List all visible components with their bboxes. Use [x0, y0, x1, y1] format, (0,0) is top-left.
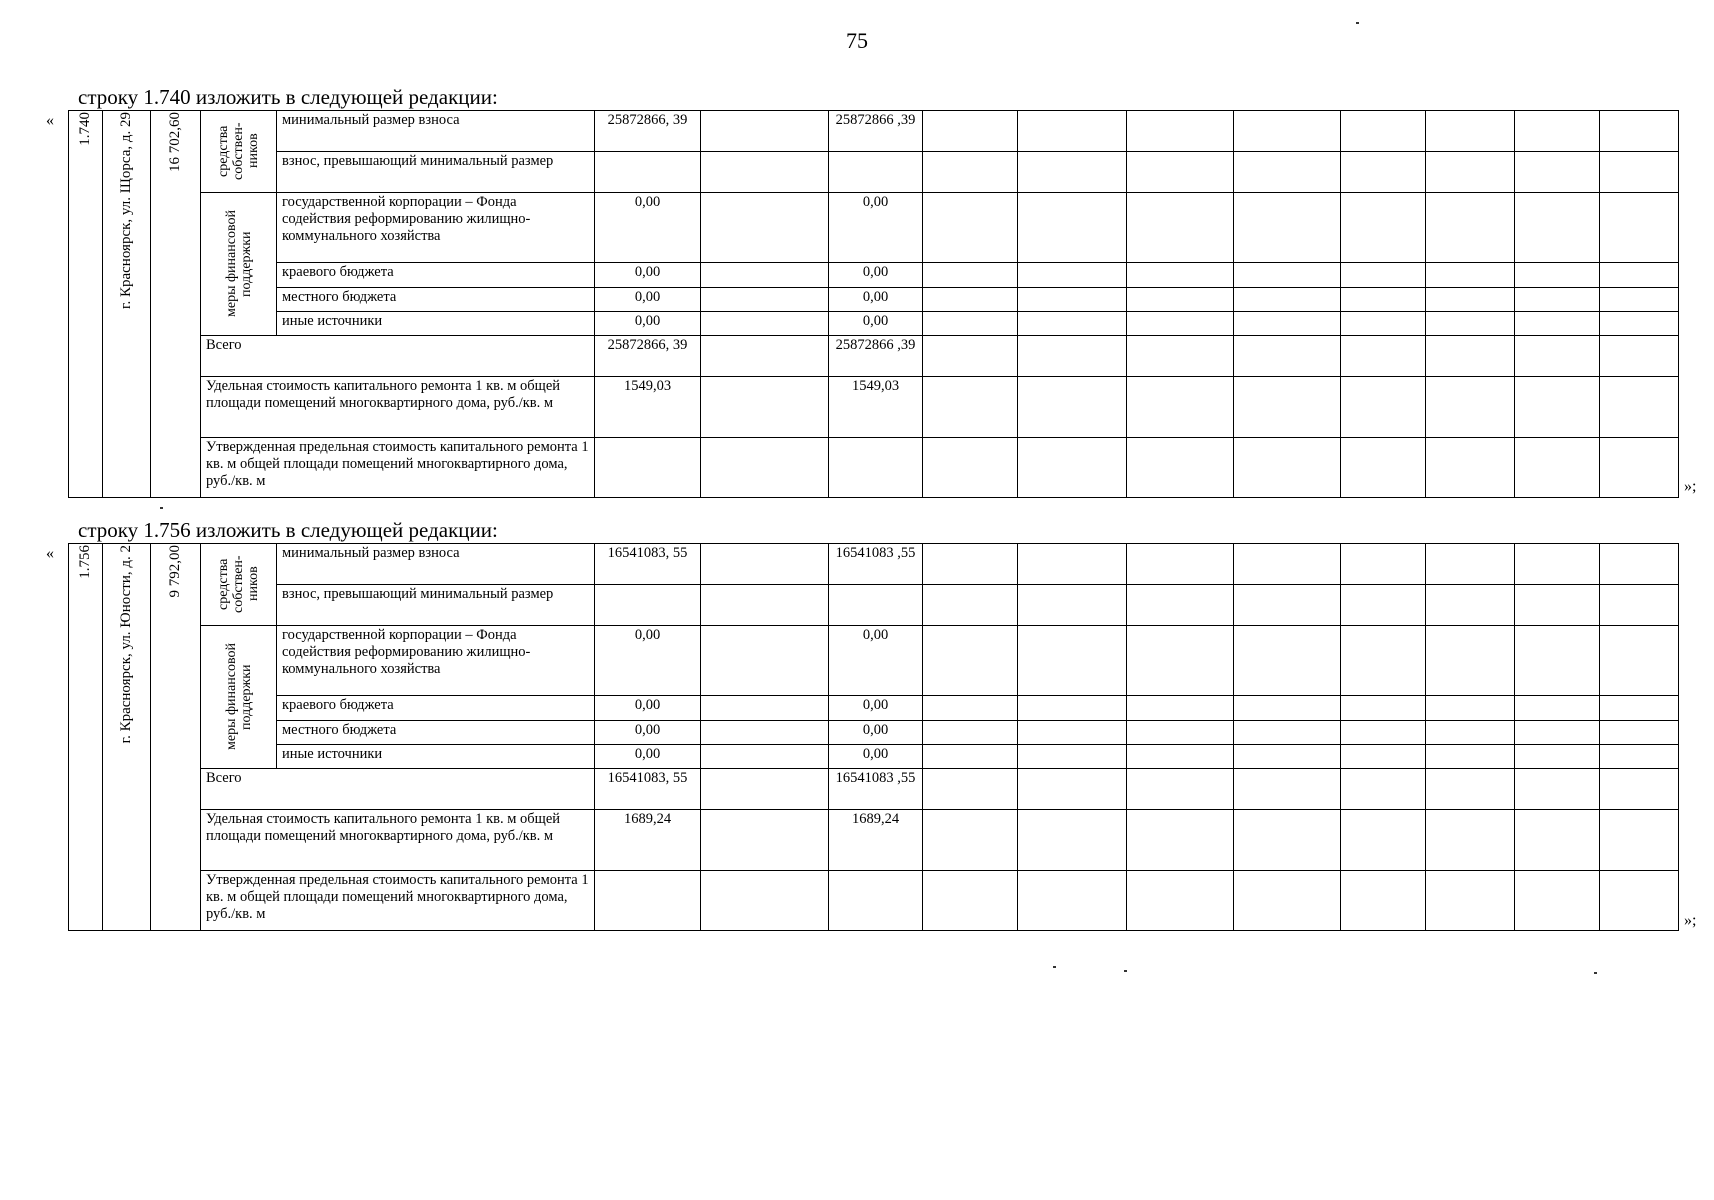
- label-fund: государственной корпорации – Фонда содействия реформированию жилищно-коммунального хозяйства: [277, 193, 595, 263]
- value-cell: 1549,03: [829, 377, 923, 438]
- table-row: [69, 287, 1679, 311]
- value-cell: 0,00: [595, 720, 701, 744]
- table-row: [69, 585, 1679, 626]
- label-other: иные источники: [277, 744, 595, 768]
- label-local: местного бюджета: [277, 720, 595, 744]
- label-over-min: взнос, превышающий минимальный размер: [277, 152, 595, 193]
- table-row: [69, 769, 1679, 810]
- table-row: [69, 438, 1679, 498]
- label-min-contribution: минимальный размер взноса: [277, 111, 595, 152]
- value-cell: 0,00: [829, 744, 923, 768]
- table-row: [69, 111, 1679, 152]
- label-regional: краевого бюджета: [277, 696, 595, 720]
- value-cell: 0,00: [595, 193, 701, 263]
- table-row: [69, 744, 1679, 768]
- amendment-table-1740: [68, 110, 1679, 498]
- value-cell: 25872866, 39: [595, 111, 701, 152]
- label-fund: государственной корпорации – Фонда содействия реформированию жилищно-коммунального хозяйства: [277, 626, 595, 696]
- label-regional: краевого бюджета: [277, 263, 595, 287]
- section-heading-1756: строку 1.756 изложить в следующей редакции:: [78, 518, 498, 542]
- group-support-cell: меры финансовой поддержки: [201, 193, 277, 336]
- quote-close: »;: [1684, 478, 1697, 495]
- table-row: [69, 720, 1679, 744]
- value-cell: 1689,24: [595, 810, 701, 871]
- label-max-cost: Утвержденная предельная стоимость капитального ремонта 1 кв. м общей площади помещений многоквартирного дома, руб./кв. м: [201, 438, 595, 498]
- value-cell: 0,00: [829, 626, 923, 696]
- address-cell: г. Красноярск, ул. Щорса, д. 29: [103, 111, 151, 498]
- table-row: [69, 152, 1679, 193]
- value-cell: 0,00: [829, 720, 923, 744]
- value-cell: 16541083 ,55: [829, 544, 923, 585]
- table-row: [69, 626, 1679, 696]
- group-owners-cell: средства собствен-ников: [201, 544, 277, 626]
- value-cell: 0,00: [829, 696, 923, 720]
- table-row: [69, 696, 1679, 720]
- scan-speck: [1594, 972, 1597, 974]
- value-cell: 0,00: [595, 696, 701, 720]
- scan-speck: [1053, 966, 1056, 968]
- scan-speck: [1124, 970, 1127, 972]
- value-cell: 16541083, 55: [595, 544, 701, 585]
- table-row: [69, 871, 1679, 931]
- group-support-cell: меры финансовой поддержки: [201, 626, 277, 769]
- value-cell: 0,00: [595, 311, 701, 335]
- value-cell: 25872866 ,39: [829, 336, 923, 377]
- value-cell: 1549,03: [595, 377, 701, 438]
- value-cell: 0,00: [829, 311, 923, 335]
- label-total: Всего: [201, 769, 595, 810]
- value-cell: 0,00: [595, 626, 701, 696]
- table-row: [69, 810, 1679, 871]
- value-cell: 16541083 ,55: [829, 769, 923, 810]
- address-cell: г. Красноярск, ул. Юности, д. 2: [103, 544, 151, 931]
- value-cell: 0,00: [595, 263, 701, 287]
- label-total: Всего: [201, 336, 595, 377]
- area-cell: 9 792,00: [151, 544, 201, 931]
- group-owners-cell: средства собствен-ников: [201, 111, 277, 193]
- label-unit-cost: Удельная стоимость капитального ремонта 1 кв. м общей площади помещений многоквартирного дома, руб./кв. м: [201, 810, 595, 871]
- quote-close: »;: [1684, 912, 1697, 929]
- value-cell: 25872866 ,39: [829, 111, 923, 152]
- table-row: [69, 311, 1679, 335]
- row-number-cell: 1.740: [69, 111, 103, 498]
- label-over-min: взнос, превышающий минимальный размер: [277, 585, 595, 626]
- table-row: [69, 263, 1679, 287]
- value-cell: 0,00: [829, 287, 923, 311]
- quote-open: «: [46, 112, 54, 129]
- table-row: [69, 336, 1679, 377]
- table-row: [69, 377, 1679, 438]
- value-cell: 25872866, 39: [595, 336, 701, 377]
- page-number: 75: [846, 28, 868, 53]
- area-cell: 16 702,60: [151, 111, 201, 498]
- label-other: иные источники: [277, 311, 595, 335]
- table-row: [69, 544, 1679, 585]
- label-unit-cost: Удельная стоимость капитального ремонта 1 кв. м общей площади помещений многоквартирного дома, руб./кв. м: [201, 377, 595, 438]
- row-number-cell: 1.756: [69, 544, 103, 931]
- value-cell: 0,00: [595, 287, 701, 311]
- value-cell: 1689,24: [829, 810, 923, 871]
- value-cell: 0,00: [829, 193, 923, 263]
- section-heading-1740: строку 1.740 изложить в следующей редакции:: [78, 85, 498, 109]
- scan-speck: [160, 507, 163, 509]
- value-cell: 0,00: [829, 263, 923, 287]
- amendment-table-1756: [68, 543, 1679, 931]
- value-cell: 16541083, 55: [595, 769, 701, 810]
- table-row: [69, 193, 1679, 263]
- label-local: местного бюджета: [277, 287, 595, 311]
- quote-open: «: [46, 545, 54, 562]
- value-cell: 0,00: [595, 744, 701, 768]
- scan-speck: [1356, 22, 1359, 24]
- label-min-contribution: минимальный размер взноса: [277, 544, 595, 585]
- label-max-cost: Утвержденная предельная стоимость капитального ремонта 1 кв. м общей площади помещений многоквартирного дома, руб./кв. м: [201, 871, 595, 931]
